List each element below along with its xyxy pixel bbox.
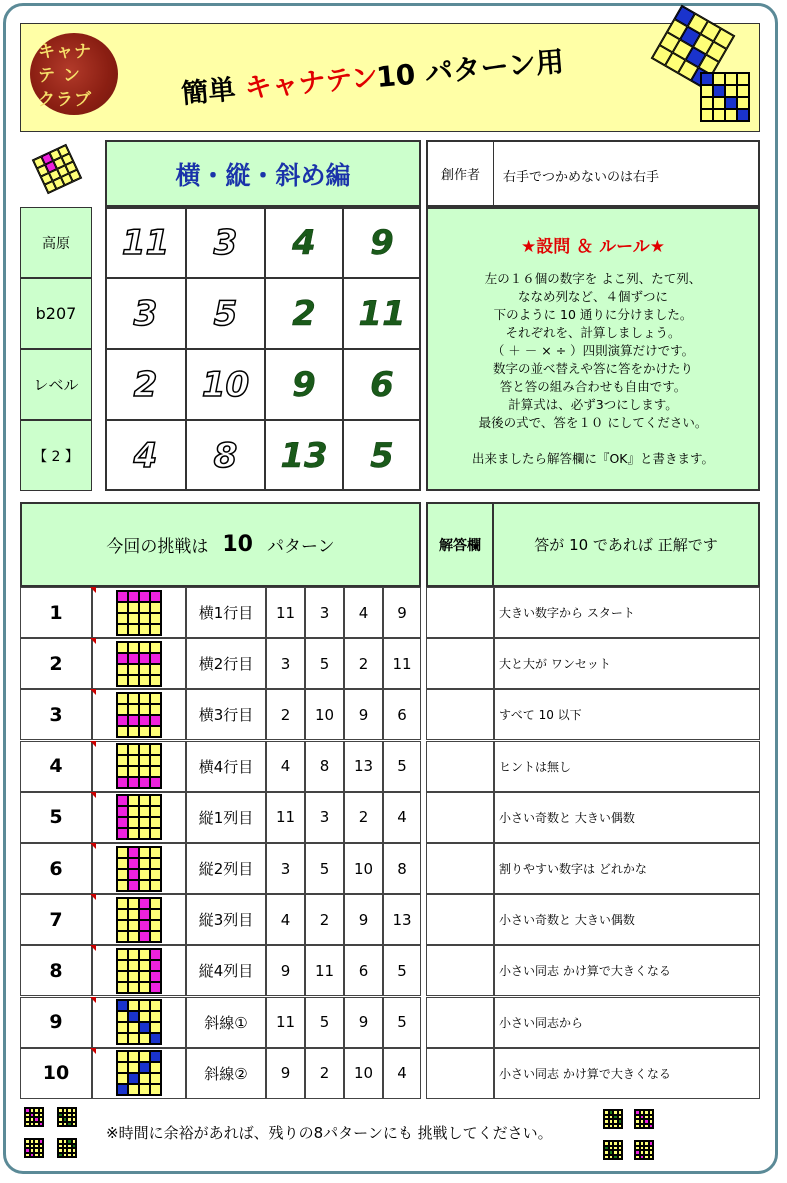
pattern-number: 7 bbox=[20, 894, 92, 945]
pattern-icon-cell bbox=[92, 997, 186, 1048]
pattern-value: 11 bbox=[266, 587, 305, 638]
pattern-hint: 小さい奇数と 大きい偶数 bbox=[494, 792, 760, 843]
pattern-name: 横2行目 bbox=[186, 638, 266, 689]
comment-marker-icon bbox=[90, 1048, 96, 1054]
pattern-grid-icon bbox=[116, 794, 162, 840]
pattern-value: 11 bbox=[266, 997, 305, 1048]
challenge-count: 10 bbox=[222, 532, 253, 557]
pattern-value: 4 bbox=[266, 894, 305, 945]
pattern-value: 9 bbox=[266, 1048, 305, 1099]
pattern-number: 2 bbox=[20, 638, 92, 689]
grid-number: 5 bbox=[343, 420, 421, 491]
grid-number: 8 bbox=[186, 420, 265, 491]
comment-marker-icon bbox=[90, 945, 96, 951]
grid-number: 9 bbox=[343, 207, 421, 278]
pattern-icon-cell bbox=[92, 741, 186, 792]
pattern-hint: 小さい同志 かけ算で大きくなる bbox=[494, 1048, 760, 1099]
pattern-grid-icon bbox=[116, 692, 162, 738]
rules-title: ★設問 ＆ ルール★ bbox=[521, 237, 665, 257]
pattern-icon-cell bbox=[92, 894, 186, 945]
pattern-grid-icon bbox=[116, 846, 162, 892]
pattern-value: 8 bbox=[305, 741, 344, 792]
pattern-grid-icon bbox=[116, 590, 162, 636]
pattern-number: 10 bbox=[20, 1048, 92, 1099]
pattern-hint: 小さい奇数と 大きい偶数 bbox=[494, 894, 760, 945]
pattern-value: 4 bbox=[344, 587, 383, 638]
pattern-icon-cell bbox=[92, 689, 186, 740]
grid-number: 13 bbox=[265, 420, 343, 491]
comment-marker-icon bbox=[90, 741, 96, 747]
pattern-name: 縦2列目 bbox=[186, 843, 266, 894]
pattern-value: 11 bbox=[266, 792, 305, 843]
pattern-value: 6 bbox=[383, 689, 421, 740]
side-label-4: 【 2 】 bbox=[20, 420, 92, 491]
pattern-icon-cell bbox=[92, 792, 186, 843]
pattern-grid-icon bbox=[116, 641, 162, 687]
grid-number: 3 bbox=[186, 207, 265, 278]
pattern-row bbox=[20, 894, 760, 945]
pattern-value: 3 bbox=[266, 843, 305, 894]
pattern-name: 縦4列目 bbox=[186, 945, 266, 996]
pattern-icon-cell bbox=[92, 1048, 186, 1099]
pattern-value: 2 bbox=[305, 894, 344, 945]
grid-number: 5 bbox=[186, 278, 265, 349]
pattern-name: 横4行目 bbox=[186, 741, 266, 792]
pattern-value: 5 bbox=[383, 945, 421, 996]
rules-line: 出来ましたら解答欄に『OK』と書きます。 bbox=[471, 451, 715, 466]
comment-marker-icon bbox=[90, 792, 96, 798]
pattern-value: 3 bbox=[305, 587, 344, 638]
pattern-value: 2 bbox=[344, 792, 383, 843]
rules-line: 計算式は、必ず3つにします。 bbox=[508, 397, 678, 412]
answer-column-header: 解答欄 bbox=[426, 502, 494, 587]
pattern-value: 6 bbox=[344, 945, 383, 996]
rules-line: ななめ列など、４個ずつに bbox=[517, 289, 668, 304]
pattern-number: 5 bbox=[20, 792, 92, 843]
pattern-value: 5 bbox=[305, 997, 344, 1048]
pattern-value: 5 bbox=[305, 638, 344, 689]
mini-grid-icon bbox=[603, 1109, 623, 1129]
pattern-value: 11 bbox=[383, 638, 421, 689]
challenge-header bbox=[20, 502, 421, 587]
pattern-row bbox=[20, 843, 760, 894]
pattern-value: 2 bbox=[305, 1048, 344, 1099]
pattern-name: 縦1列目 bbox=[186, 792, 266, 843]
pattern-grid-icon bbox=[116, 897, 162, 943]
pattern-hint: 小さい同志 かけ算で大きくなる bbox=[494, 945, 760, 996]
rules-line: （ ＋ － × ÷ ）四則演算だけです。 bbox=[491, 343, 695, 358]
mini-grid-icon bbox=[24, 1138, 44, 1158]
pattern-number: 1 bbox=[20, 587, 92, 638]
pattern-value: 9 bbox=[344, 894, 383, 945]
pattern-number: 8 bbox=[20, 945, 92, 996]
pattern-hint: 割りやすい数字は どれかな bbox=[494, 843, 760, 894]
answer-input[interactable] bbox=[426, 1048, 494, 1099]
pattern-value: 9 bbox=[266, 945, 305, 996]
grid-number: 2 bbox=[105, 349, 186, 420]
pattern-hint: すべて 10 以下 bbox=[494, 689, 760, 740]
grid-number: 4 bbox=[265, 207, 343, 278]
mini-grid-icon bbox=[634, 1109, 654, 1129]
pattern-hint: 大きい数字から スタート bbox=[494, 587, 760, 638]
logo-line-1: キャナ bbox=[38, 42, 92, 62]
pattern-value: 9 bbox=[383, 587, 421, 638]
author-label: 創作者 bbox=[428, 142, 494, 205]
pattern-row bbox=[20, 689, 760, 740]
footer-note: ※時間に余裕があれば、残りの8パターンにも 挑戦してください。 bbox=[106, 1124, 553, 1142]
logo-line-2: テ ン bbox=[38, 66, 81, 86]
comment-marker-icon bbox=[90, 689, 96, 695]
grid-number: 6 bbox=[343, 349, 421, 420]
answer-input[interactable] bbox=[426, 945, 494, 996]
pattern-value: 3 bbox=[305, 792, 344, 843]
pattern-hint: ヒントは無し bbox=[494, 741, 760, 792]
answer-input[interactable] bbox=[426, 689, 494, 740]
pattern-value: 10 bbox=[305, 689, 344, 740]
mini-grid-icon bbox=[603, 1140, 623, 1160]
pattern-value: 8 bbox=[383, 843, 421, 894]
answer-input[interactable] bbox=[426, 638, 494, 689]
page-subtitle: 10 パターン用 bbox=[374, 44, 566, 95]
comment-marker-icon bbox=[90, 894, 96, 900]
title-highlight: キャナテン bbox=[243, 61, 380, 105]
pattern-icon-cell bbox=[92, 843, 186, 894]
section-title: 横・縦・斜め編 bbox=[105, 140, 421, 207]
rules-line: 数字の並べ替えや答に答をかけたり bbox=[492, 361, 693, 376]
pattern-grid-icon bbox=[116, 743, 162, 789]
author-value: 右手でつかめないのは右手 bbox=[503, 170, 660, 185]
rules-line: 最後の式で、答を１０ にしてください。 bbox=[478, 415, 708, 430]
pattern-value: 13 bbox=[344, 741, 383, 792]
pattern-value: 3 bbox=[266, 638, 305, 689]
pattern-grid-icon bbox=[116, 1050, 162, 1096]
blue-grid-icon bbox=[700, 72, 750, 122]
challenge-prefix: 今回の挑戦は bbox=[106, 537, 209, 557]
pattern-icon-cell bbox=[92, 587, 186, 638]
pattern-grid-icon bbox=[116, 999, 162, 1045]
answer-input[interactable] bbox=[426, 997, 494, 1048]
pattern-name: 斜線① bbox=[186, 997, 266, 1048]
pattern-name: 横1行目 bbox=[186, 587, 266, 638]
mini-grid-icon bbox=[57, 1138, 77, 1158]
pattern-hint: 小さい同志から bbox=[494, 997, 760, 1048]
pattern-row bbox=[20, 945, 760, 996]
answer-input[interactable] bbox=[426, 843, 494, 894]
pattern-value: 11 bbox=[305, 945, 344, 996]
comment-marker-icon bbox=[90, 638, 96, 644]
rules-text bbox=[426, 270, 760, 468]
mini-grid-icon bbox=[634, 1140, 654, 1160]
pattern-number: 4 bbox=[20, 741, 92, 792]
comment-marker-icon bbox=[90, 997, 96, 1003]
grid-number: 3 bbox=[105, 278, 186, 349]
pattern-grid-icon bbox=[116, 948, 162, 994]
mini-grid-icon bbox=[57, 1107, 77, 1127]
answer-note: 答が 10 であれば 正解です bbox=[492, 502, 760, 587]
pattern-value: 4 bbox=[383, 792, 421, 843]
pattern-hint: 大と大が ワンセット bbox=[494, 638, 760, 689]
side-label-1: 高原 bbox=[20, 207, 92, 278]
answer-input[interactable] bbox=[426, 792, 494, 843]
logo-line-3: クラブ bbox=[38, 90, 92, 110]
grid-number: 11 bbox=[343, 278, 421, 349]
rules-line: 下のように 10 通りに分けました。 bbox=[493, 307, 693, 322]
rules-line: 答と答の組み合わせも自由です。 bbox=[499, 379, 687, 394]
pattern-row bbox=[20, 741, 760, 792]
pattern-number: 6 bbox=[20, 843, 92, 894]
answer-input[interactable] bbox=[426, 587, 494, 638]
pattern-name: 横3行目 bbox=[186, 689, 266, 740]
side-label-3: レベル bbox=[20, 349, 92, 420]
grid-number: 9 bbox=[265, 349, 343, 420]
pattern-icon-cell bbox=[92, 638, 186, 689]
pattern-value: 9 bbox=[344, 689, 383, 740]
challenge-suffix: パターン bbox=[266, 537, 335, 557]
pattern-value: 10 bbox=[344, 843, 383, 894]
pattern-value: 5 bbox=[383, 741, 421, 792]
pattern-value: 2 bbox=[344, 638, 383, 689]
pattern-row bbox=[20, 792, 760, 843]
rules-line: 左の１６個の数字を よこ列、たて列、 bbox=[484, 271, 702, 286]
club-logo bbox=[30, 33, 118, 115]
pattern-value: 5 bbox=[383, 997, 421, 1048]
answer-input[interactable] bbox=[426, 741, 494, 792]
grid-number: 11 bbox=[105, 207, 186, 278]
pattern-row bbox=[20, 638, 760, 689]
comment-marker-icon bbox=[90, 843, 96, 849]
rules-line bbox=[426, 432, 760, 450]
comment-marker-icon bbox=[90, 587, 96, 593]
pattern-value: 5 bbox=[305, 843, 344, 894]
pattern-value: 4 bbox=[266, 741, 305, 792]
pattern-number: 9 bbox=[20, 997, 92, 1048]
pattern-value: 4 bbox=[383, 1048, 421, 1099]
grid-number: 10 bbox=[186, 349, 265, 420]
pattern-number: 3 bbox=[20, 689, 92, 740]
pattern-value: 13 bbox=[383, 894, 421, 945]
grid-number: 2 bbox=[265, 278, 343, 349]
pattern-row bbox=[20, 587, 760, 638]
side-label-2: b207 bbox=[20, 278, 92, 349]
grid-number: 4 bbox=[105, 420, 186, 491]
pattern-value: 2 bbox=[266, 689, 305, 740]
pattern-row bbox=[20, 1048, 760, 1099]
pattern-value: 9 bbox=[344, 997, 383, 1048]
pattern-value: 10 bbox=[344, 1048, 383, 1099]
pattern-row bbox=[20, 997, 760, 1048]
pattern-icon-cell bbox=[92, 945, 186, 996]
pattern-name: 縦3列目 bbox=[186, 894, 266, 945]
rules-line: それぞれを、計算しましょう。 bbox=[505, 325, 681, 340]
answer-input[interactable] bbox=[426, 894, 494, 945]
title-prefix: 簡単 bbox=[180, 74, 237, 111]
pattern-name: 斜線② bbox=[186, 1048, 266, 1099]
mini-grid-icon bbox=[24, 1107, 44, 1127]
